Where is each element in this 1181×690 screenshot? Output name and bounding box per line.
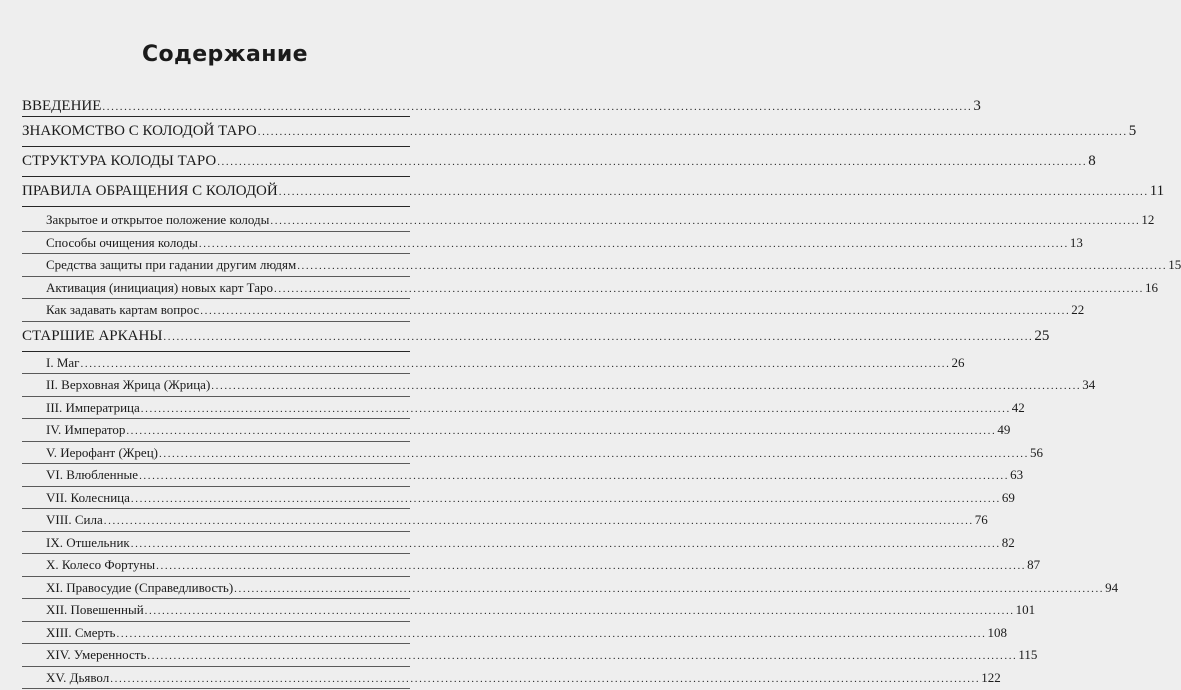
toc-entry-label: IX. Отшельник xyxy=(46,532,130,554)
toc-page-number: 3 xyxy=(973,96,981,116)
toc-leader-dots: ........................................................................................................................................................................................................ xyxy=(279,178,1149,207)
toc-page-number: 69 xyxy=(1002,487,1015,509)
toc-entry[interactable] xyxy=(22,509,410,532)
toc-page-number: 108 xyxy=(987,622,1007,644)
toc-leader-dots: ........................................................................................................................................................................................................ xyxy=(131,489,1001,511)
toc-entry[interactable] xyxy=(22,177,410,207)
toc-entry-label: II. Верховная Жрица (Жрица) xyxy=(46,374,210,396)
toc-page-number: 82 xyxy=(1002,532,1015,554)
toc-entry-label: Закрытое и открытое положение колоды xyxy=(46,209,269,231)
toc-entry[interactable] xyxy=(22,397,410,420)
toc-page-number: 94 xyxy=(1105,577,1118,599)
page-title: Содержание xyxy=(0,42,450,67)
toc-page-number: 8 xyxy=(1088,147,1096,176)
toc-page-number: 22 xyxy=(1071,299,1084,321)
toc-entry-label: XI. Правосудие (Справедливость) xyxy=(46,577,233,599)
toc-leader-dots: ........................................................................................................................................................................................................ xyxy=(126,421,996,443)
toc-page-number: 11 xyxy=(1150,177,1164,206)
toc-leader-dots: ........................................................................................................................................................................................................ xyxy=(156,556,1026,578)
toc-entry[interactable] xyxy=(22,117,410,147)
toc-entry-label: IV. Император xyxy=(46,419,125,441)
toc-leader-dots: ........................................................................................................................................................................................................ xyxy=(159,444,1029,466)
toc-page-number: 122 xyxy=(981,667,1001,689)
toc-entry-label: СТАРШИЕ АРКАНЫ xyxy=(22,322,162,351)
toc-entry-label: XV. Дьявол xyxy=(46,667,109,689)
toc-leader-dots: ........................................................................................................................................................................................................ xyxy=(139,466,1009,488)
toc-page-number: 34 xyxy=(1082,374,1095,396)
toc-entry-label: Способы очищения колоды xyxy=(46,232,198,254)
toc-entry[interactable] xyxy=(22,322,410,352)
toc-page-number: 87 xyxy=(1027,554,1040,576)
toc-leader-dots: ........................................................................................................................................................................................................ xyxy=(199,234,1069,256)
toc-leader-dots: ........................................................................................................................................................................................................ xyxy=(147,646,1017,668)
toc-entry-label: Как задавать картам вопрос xyxy=(46,299,199,321)
toc-page-number: 76 xyxy=(975,509,988,531)
toc-page-number: 5 xyxy=(1129,117,1137,146)
toc-entry[interactable] xyxy=(22,622,410,645)
toc-leader-dots: ........................................................................................................................................................................................................ xyxy=(258,118,1128,147)
toc-entry[interactable] xyxy=(22,419,410,442)
toc-leader-dots: ........................................................................................................................................................................................................ xyxy=(141,399,1011,421)
toc-entry-label: ЗНАКОМСТВО С КОЛОДОЙ ТАРО xyxy=(22,117,257,146)
toc-page-number: 63 xyxy=(1010,464,1023,486)
toc-entry-label: XII. Повешенный xyxy=(46,599,144,621)
toc-leader-dots: ........................................................................................................................................................................................................ xyxy=(131,534,1001,556)
toc-page-number: 15 xyxy=(1168,254,1181,276)
toc-page-number: 101 xyxy=(1016,599,1036,621)
toc-entry-label: X. Колесо Фортуны xyxy=(46,554,155,576)
toc-entry-label: III. Императрица xyxy=(46,397,140,419)
toc-leader-dots: ........................................................................................................................................................................................................ xyxy=(211,376,1081,398)
toc-entry[interactable] xyxy=(22,464,410,487)
toc-page-number: 42 xyxy=(1012,397,1025,419)
toc-leader-dots: ........................................................................................................................................................................................................ xyxy=(270,211,1140,233)
toc-entry[interactable] xyxy=(22,442,410,465)
toc-leader-dots: ........................................................................................................................................................................................................ xyxy=(163,323,1033,352)
toc-entry-label: VIII. Сила xyxy=(46,509,103,531)
toc-entry-label: V. Иерофант (Жрец) xyxy=(46,442,158,464)
toc-page xyxy=(0,0,450,688)
toc-leader-dots: ........................................................................................................................................................................................................ xyxy=(116,624,986,646)
toc-leader-dots: ........................................................................................................................................................................................................ xyxy=(81,354,951,376)
toc-entry[interactable] xyxy=(22,554,410,577)
toc-page-number: 49 xyxy=(997,419,1010,441)
toc-leader-dots: ........................................................................................................................................................................................................ xyxy=(234,579,1104,601)
toc-leader-dots: ........................................................................................................................................................................................................ xyxy=(110,669,980,690)
toc-entry[interactable] xyxy=(22,487,410,510)
toc-entry-label: ВВЕДЕНИЕ xyxy=(22,96,101,116)
toc-entry[interactable] xyxy=(22,209,410,232)
toc-leader-dots: ........................................................................................................................................................................................................ xyxy=(104,511,974,533)
toc-entry[interactable] xyxy=(22,147,410,177)
toc-page-number: 56 xyxy=(1030,442,1043,464)
toc-entry-label: XIV. Умеренность xyxy=(46,644,146,666)
table-of-contents xyxy=(22,96,410,689)
toc-entry-label: VII. Колесница xyxy=(46,487,130,509)
toc-entry-label: Средства защиты при гадании другим людям xyxy=(46,254,296,276)
toc-entry-label: I. Маг xyxy=(46,352,80,374)
toc-entry[interactable] xyxy=(22,352,410,375)
toc-page-number: 26 xyxy=(952,352,965,374)
toc-page-number: 13 xyxy=(1070,232,1083,254)
toc-entry[interactable] xyxy=(22,254,410,277)
toc-leader-dots: ........................................................................................................................................................................................................ xyxy=(102,97,972,117)
toc-entry-label: XIII. Смерть xyxy=(46,622,115,644)
toc-entry[interactable] xyxy=(22,96,410,117)
toc-leader-dots: ........................................................................................................................................................................................................ xyxy=(217,148,1087,177)
toc-entry[interactable] xyxy=(22,599,410,622)
toc-entry[interactable] xyxy=(22,277,410,300)
toc-leader-dots: ........................................................................................................................................................................................................ xyxy=(297,256,1167,278)
toc-entry-label: ПРАВИЛА ОБРАЩЕНИЯ С КОЛОДОЙ xyxy=(22,177,278,206)
toc-page-number: 115 xyxy=(1018,644,1037,666)
toc-entry-label: VI. Влюбленные xyxy=(46,464,138,486)
toc-entry[interactable] xyxy=(22,667,410,690)
toc-entry[interactable] xyxy=(22,532,410,555)
toc-entry-label: Активация (инициация) новых карт Таро xyxy=(46,277,273,299)
toc-entry[interactable] xyxy=(22,374,410,397)
toc-entry[interactable] xyxy=(22,299,410,322)
toc-leader-dots: ........................................................................................................................................................................................................ xyxy=(145,601,1015,623)
toc-entry[interactable] xyxy=(22,644,410,667)
toc-page-number: 25 xyxy=(1034,322,1049,351)
toc-entry[interactable] xyxy=(22,232,410,255)
toc-page-number: 12 xyxy=(1141,209,1154,231)
toc-entry[interactable] xyxy=(22,577,410,600)
toc-leader-dots: ........................................................................................................................................................................................................ xyxy=(274,279,1144,301)
toc-entry-label: СТРУКТУРА КОЛОДЫ ТАРО xyxy=(22,147,216,176)
toc-leader-dots: ........................................................................................................................................................................................................ xyxy=(200,301,1070,323)
toc-page-number: 16 xyxy=(1145,277,1158,299)
